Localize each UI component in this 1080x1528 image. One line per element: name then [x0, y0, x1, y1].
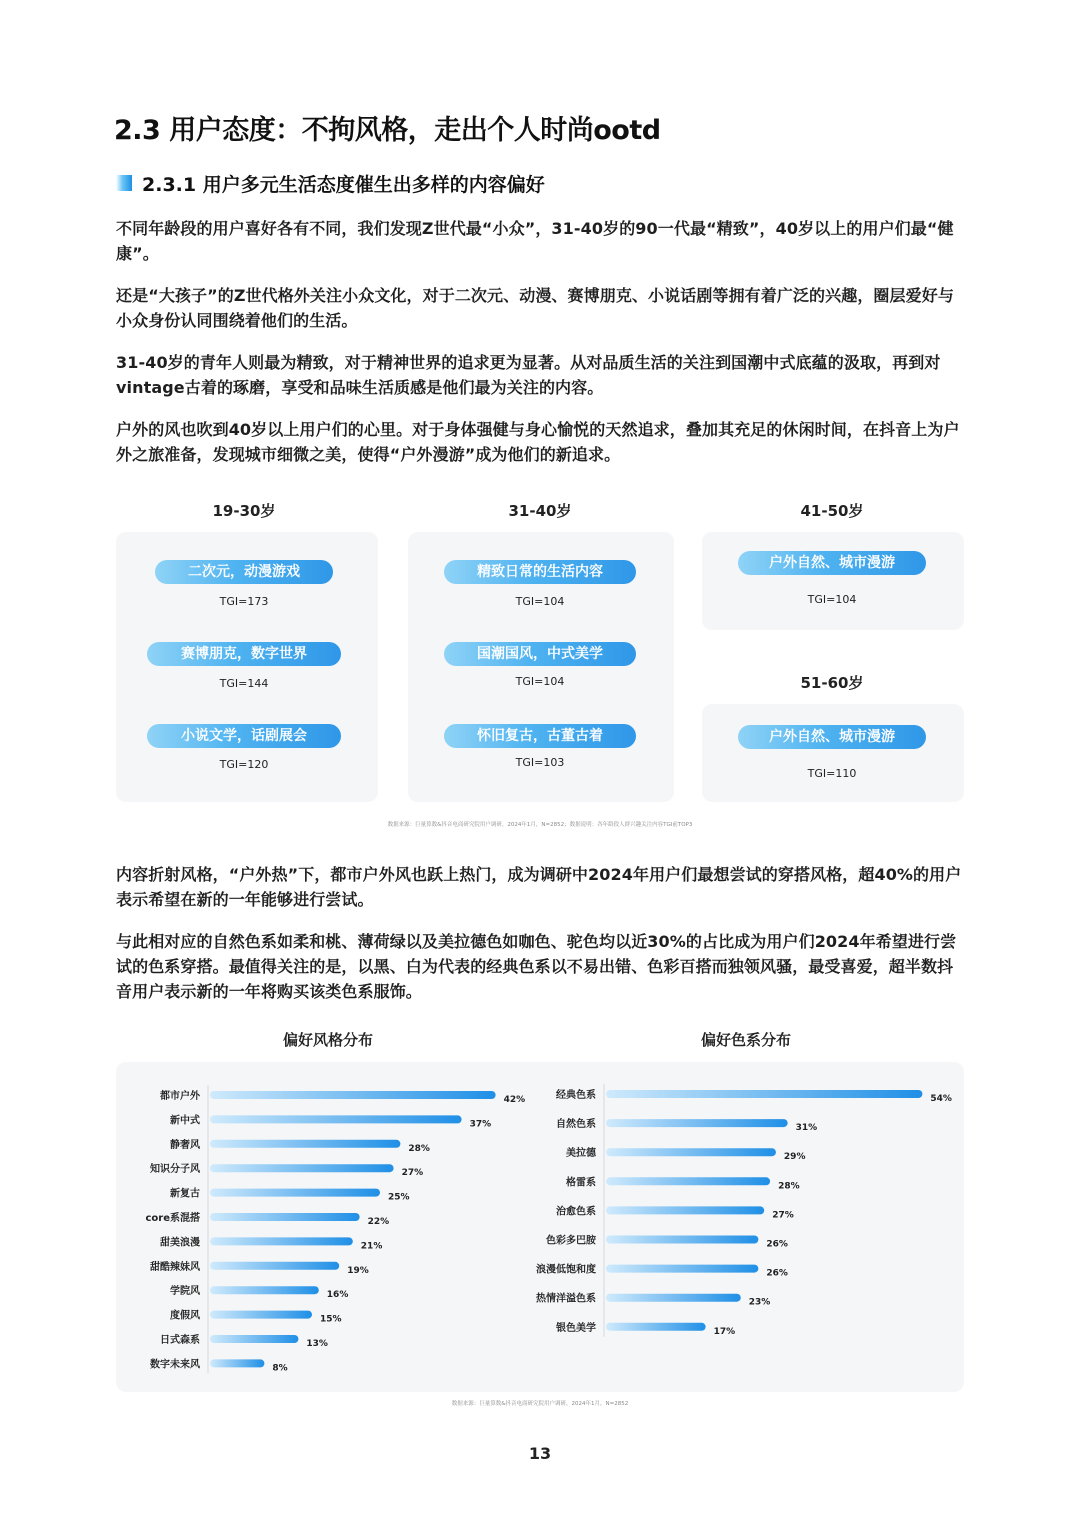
- style-value-label: 8%: [272, 1363, 288, 1374]
- age-label-31-40: 31-40岁: [508, 502, 572, 520]
- style-value-label: 28%: [408, 1143, 430, 1154]
- style-bar: [210, 1335, 298, 1343]
- style-category-label: core系混搭: [145, 1213, 200, 1224]
- color-preference-chart: [535, 1084, 952, 1337]
- style-bar: [210, 1164, 394, 1172]
- color-value-label: 17%: [713, 1326, 736, 1337]
- color-category-label: 治愈色系: [556, 1206, 596, 1218]
- style-category-label: 都市户外: [160, 1091, 200, 1102]
- style-category-label: 甜美浪漫: [160, 1237, 200, 1249]
- style-category-label: 静奢风: [170, 1139, 200, 1151]
- style-bar: [210, 1262, 339, 1270]
- interest-pill: 国潮国风，中式美学: [444, 642, 636, 666]
- color-category-label: 格雷系: [566, 1177, 596, 1189]
- subheading-text: 2.3.1 用户多元生活态度催生出多样的内容偏好: [142, 173, 545, 196]
- interest-pill: 赛博朋克，数字世界: [147, 642, 341, 666]
- interest-pill: 二次元，动漫游戏: [155, 560, 333, 584]
- paragraph-5: 内容折射风格，“户外热”下，都市户外风也跃上热门，成为调研中2024年用户们最想尝试的穿搭风格，超40%的用户表示希望在新的一年能够进行尝试。: [116, 865, 962, 909]
- style-value-label: 19%: [347, 1265, 369, 1276]
- color-category-label: 浪漫低饱和度: [536, 1264, 596, 1276]
- style-category-label: 数字未来风: [150, 1359, 200, 1371]
- color-value-label: 54%: [930, 1094, 952, 1104]
- style-value-label: 16%: [326, 1290, 349, 1301]
- tgi-value: TGI=104: [807, 593, 857, 606]
- style-value-label: 22%: [367, 1217, 390, 1227]
- color-bar: [606, 1294, 741, 1302]
- age-label-19-30: 19-30岁: [212, 502, 276, 520]
- tgi-value: TGI=104: [515, 675, 565, 688]
- style-value-label: 13%: [306, 1339, 328, 1349]
- chart-title-color: 偏好色系分布: [700, 1031, 791, 1049]
- style-bar: [210, 1311, 312, 1319]
- color-value-label: 28%: [778, 1181, 800, 1192]
- style-category-label: 度假风: [170, 1310, 200, 1322]
- color-category-label: 热情洋溢色系: [536, 1293, 596, 1305]
- source-note-2: 数据来源：巨量算数&抖音电商研究院用户调研，2024年1月，N=2852: [451, 1401, 629, 1407]
- color-bar: [606, 1265, 758, 1273]
- color-bar: [606, 1119, 788, 1127]
- interest-pill: 精致日常的生活内容: [444, 560, 636, 584]
- color-bar: [606, 1323, 706, 1331]
- paragraph-3: 31-40岁的青年人则最为精致，对于精神世界的追求更为显著。从对品质生活的关注到国潮中式底蕴的汲取，再到对vintage古着的琢磨，享受和品味生活质感是他们最为关注的内容。: [116, 353, 941, 397]
- color-category-label: 经典色系: [556, 1090, 596, 1101]
- style-bar: [210, 1359, 264, 1367]
- style-category-label: 新复古: [170, 1188, 200, 1200]
- interest-pill: 怀旧复古，古董古着: [444, 724, 636, 748]
- style-value-label: 21%: [360, 1241, 383, 1252]
- style-bar: [210, 1237, 353, 1245]
- tgi-value: TGI=173: [219, 595, 269, 608]
- page-title: 2.3 用户态度：不拘风格，走出个人时尚ootd: [114, 115, 661, 146]
- style-bar: [210, 1286, 319, 1294]
- style-value-label: 15%: [320, 1314, 342, 1325]
- color-value-label: 26%: [766, 1239, 788, 1250]
- color-value-label: 31%: [795, 1123, 818, 1134]
- style-category-label: 学院风: [170, 1286, 200, 1298]
- style-value-label: 37%: [469, 1119, 492, 1130]
- style-bar: [210, 1091, 496, 1099]
- style-category-label: 甜酷辣妹风: [150, 1261, 200, 1273]
- chart-title-style: 偏好风格分布: [282, 1031, 373, 1049]
- paragraph-4: 户外的风也吹到40岁以上用户们的心里。对于身体强健与身心愉悦的天然追求，叠加其充足的休闲时间，在抖音上为户外之旅准备，发现城市细微之美，使得“户外漫游”成为他们的新追求。: [116, 420, 960, 464]
- color-category-label: 色彩多巴胺: [546, 1235, 596, 1247]
- tgi-value: TGI=110: [807, 767, 857, 780]
- color-category-label: 银色美学: [556, 1322, 596, 1334]
- style-category-label: 新中式: [170, 1115, 200, 1127]
- tgi-value: TGI=144: [219, 677, 269, 690]
- paragraph-6: 与此相对应的自然色系如柔和桃、薄荷绿以及美拉德色如咖色、驼色均以近30%的占比成为用户们2024年希望进行尝试的色系穿搭。最值得关注的是，以黑、白为代表的经典色系以不易出错、色彩百搭而独领风骚，最受喜爱，超半数抖音用户表示新的一年将购买该类色系服饰。: [116, 932, 957, 1001]
- paragraph-2: 还是“大孩子”的Z世代格外关注小众文化，对于二次元、动漫、赛博朋克、小说话剧等拥有着广泛的兴趣，圈层爱好与小众身份认同围绕着他们的生活。: [116, 286, 954, 330]
- style-preference-chart: [145, 1085, 525, 1373]
- paragraph-1: 不同年龄段的用户喜好各有不同，我们发现Z世代最“小众”，31-40岁的90一代最“精致”，40岁以上的用户们最“健康”。: [116, 219, 954, 263]
- style-value-label: 27%: [401, 1168, 424, 1179]
- color-value-label: 23%: [748, 1297, 771, 1308]
- tgi-value: TGI=104: [515, 595, 565, 608]
- color-category-label: 美拉德: [566, 1148, 596, 1160]
- color-category-label: 自然色系: [556, 1119, 596, 1131]
- color-bar: [606, 1090, 922, 1098]
- style-value-label: 25%: [388, 1192, 410, 1203]
- color-bar: [606, 1236, 758, 1244]
- color-bar: [606, 1206, 764, 1214]
- style-bar: [210, 1189, 380, 1197]
- style-category-label: 知识分子风: [150, 1164, 200, 1176]
- color-value-label: 27%: [772, 1210, 794, 1221]
- tgi-value: TGI=103: [515, 756, 565, 769]
- age-label-41-50: 41-50岁: [800, 502, 864, 520]
- style-value-label: 42%: [503, 1095, 526, 1105]
- interest-pill: 户外自然、城市漫游: [738, 725, 926, 749]
- interest-pill: 小说文学，话剧展会: [147, 724, 341, 748]
- style-category-label: 日式森系: [160, 1335, 200, 1346]
- page-number: 13: [528, 1444, 552, 1463]
- tgi-value: TGI=120: [219, 758, 269, 771]
- color-value-label: 26%: [766, 1268, 788, 1279]
- interest-pill: 户外自然、城市漫游: [738, 551, 926, 575]
- color-bar: [606, 1148, 776, 1156]
- style-bar: [210, 1213, 360, 1221]
- source-note-1: 数据来源：巨量算数&抖音电商研究院用户调研，2024年1月，N=2852；数据说明：各年龄段人群兴趣关注内容TGI前TOP3: [387, 822, 693, 828]
- color-value-label: 29%: [783, 1152, 806, 1163]
- color-bar: [606, 1177, 770, 1185]
- style-bar: [210, 1115, 462, 1123]
- style-bar: [210, 1140, 400, 1148]
- age-label-51-60: 51-60岁: [800, 674, 864, 692]
